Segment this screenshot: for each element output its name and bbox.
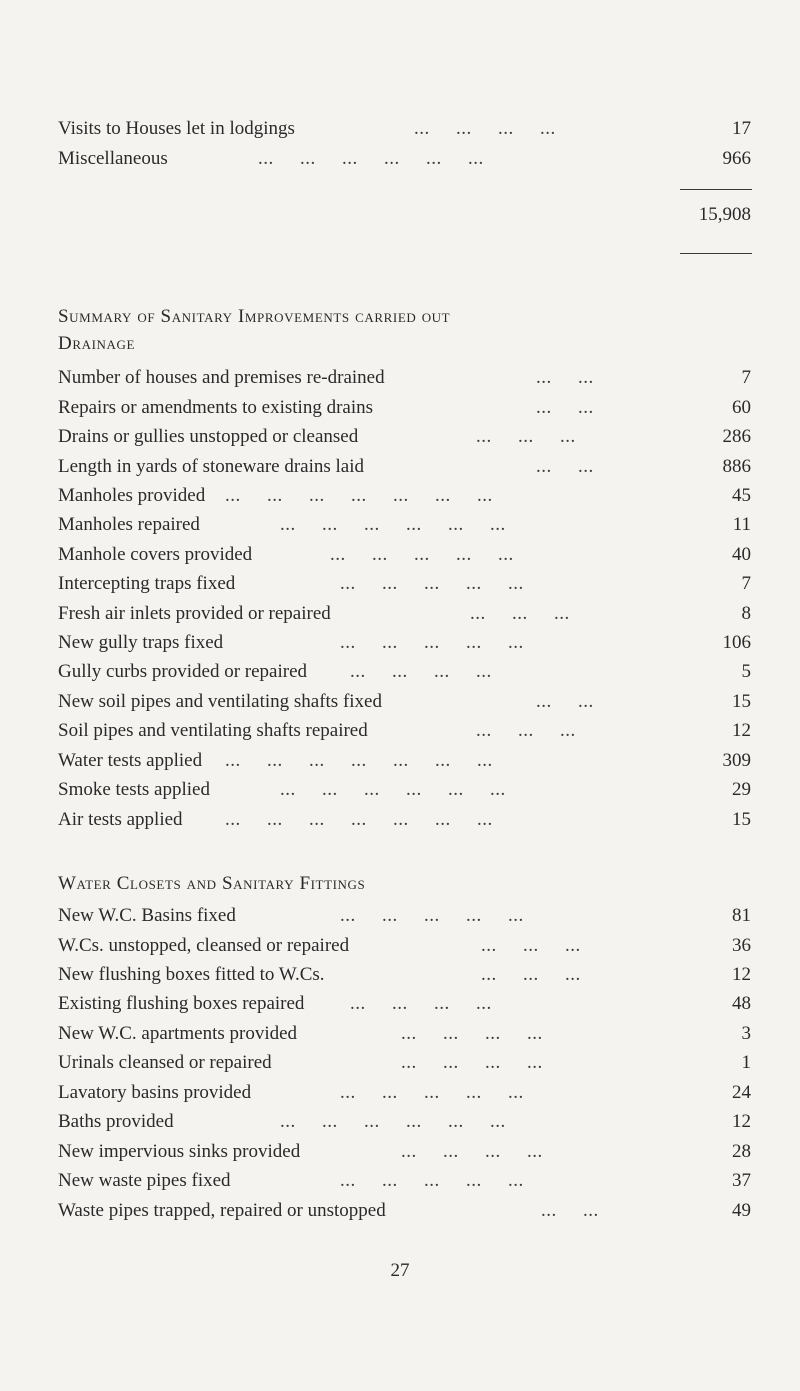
row-label: New waste pipes fixed — [58, 1170, 231, 1191]
row-label: W.Cs. unstopped, cleansed or repaired — [58, 935, 350, 956]
row-value: 60 — [732, 397, 751, 418]
row-label: Waste pipes trapped, repaired or unstopped — [58, 1200, 386, 1221]
leader-dots: ... ... — [536, 367, 594, 388]
leader-dots: ... ... ... ... ... ... — [258, 148, 484, 169]
row-value: 15 — [732, 691, 751, 712]
list-item — [58, 1137, 751, 1167]
page-number: 27 — [390, 1260, 410, 1281]
row-label: Manholes provided — [58, 485, 206, 506]
row-label: Soil pipes and ventilating shafts repaired — [58, 720, 368, 741]
row-value: 12 — [732, 720, 751, 741]
row-value: 8 — [741, 603, 751, 624]
list-item — [58, 114, 751, 144]
row-label: Existing flushing boxes repaired — [58, 993, 305, 1014]
list-item — [58, 989, 751, 1019]
row-value: 45 — [732, 485, 751, 506]
leader-dots: ... ... ... ... ... — [340, 573, 524, 594]
row-value: 1 — [741, 1052, 751, 1073]
row-value: 3 — [741, 1023, 751, 1044]
list-item — [58, 1048, 751, 1078]
list-item — [58, 510, 751, 540]
row-value: 11 — [732, 514, 751, 535]
row-label: Smoke tests applied — [58, 779, 210, 800]
row-value: 286 — [722, 426, 751, 447]
row-value: 29 — [732, 779, 751, 800]
row-label: Visits to Houses let in lodgings — [58, 118, 295, 139]
row-label: Lavatory basins provided — [58, 1082, 252, 1103]
list-item — [58, 1196, 751, 1226]
leader-dots: ... ... ... — [481, 935, 581, 956]
list-item — [58, 931, 751, 961]
leader-dots: ... ... ... ... ... — [340, 905, 524, 926]
summary-heading: Summary of Sanitary Improvements carried out — [58, 306, 451, 327]
row-label: Manhole covers provided — [58, 544, 253, 565]
leader-dots: ... ... — [536, 456, 594, 477]
list-item — [58, 901, 751, 931]
leader-dots: ... ... ... — [476, 426, 576, 447]
list-item — [58, 716, 751, 746]
list-item — [58, 775, 751, 805]
leader-dots: ... ... ... — [476, 720, 576, 741]
row-value: 15 — [732, 809, 751, 830]
leader-dots: ... ... ... ... — [350, 661, 492, 682]
row-value: 81 — [732, 905, 751, 926]
row-value: 24 — [732, 1082, 751, 1103]
leader-dots: ... ... ... — [470, 603, 570, 624]
list-item — [58, 393, 751, 423]
row-value: 309 — [722, 750, 751, 771]
list-item — [58, 1107, 751, 1137]
row-value: 966 — [722, 148, 751, 169]
list-item — [58, 363, 751, 393]
list-item — [58, 657, 751, 687]
row-label: Intercepting traps fixed — [58, 573, 236, 594]
list-item — [58, 960, 751, 990]
row-value: 49 — [732, 1200, 751, 1221]
row-value: 48 — [732, 993, 751, 1014]
row-label: Gully curbs provided or repaired — [58, 661, 308, 682]
leader-dots: ... ... ... — [481, 964, 581, 985]
row-value: 12 — [732, 964, 751, 985]
leader-dots: ... ... ... ... ... ... — [280, 779, 506, 800]
list-item — [58, 422, 751, 452]
row-value: 28 — [732, 1141, 751, 1162]
row-label: Length in yards of stoneware drains laid — [58, 456, 365, 477]
row-value: 37 — [732, 1170, 751, 1191]
row-value: 7 — [741, 573, 751, 594]
row-label: New W.C. Basins fixed — [58, 905, 236, 926]
row-label: Water tests applied — [58, 750, 203, 771]
list-item — [58, 1078, 751, 1108]
row-value: 106 — [722, 632, 751, 653]
leader-dots: ... ... ... ... — [401, 1141, 543, 1162]
leader-dots: ... ... ... ... — [414, 118, 556, 139]
list-item — [58, 1166, 751, 1196]
leader-dots: ... ... — [541, 1200, 599, 1221]
row-value: 36 — [732, 935, 751, 956]
row-label: Repairs or amendments to existing drains — [58, 397, 374, 418]
row-label: New impervious sinks provided — [58, 1141, 301, 1162]
total-rule-bottom — [680, 253, 752, 254]
leader-dots: ... ... — [536, 691, 594, 712]
row-label: New W.C. apartments provided — [58, 1023, 298, 1044]
row-value: 7 — [741, 367, 751, 388]
list-item — [58, 1019, 751, 1049]
row-label: New flushing boxes fitted to W.Cs. — [58, 964, 325, 985]
row-label: New soil pipes and ventilating shafts fixed — [58, 691, 382, 712]
leader-dots: ... ... ... ... ... ... ... — [225, 809, 493, 830]
leader-dots: ... ... ... ... ... ... ... — [225, 485, 493, 506]
leader-dots: ... ... ... ... ... — [330, 544, 514, 565]
row-label: Urinals cleansed or repaired — [58, 1052, 272, 1073]
section-heading-water-closets: Water Closets and Sanitary Fittings — [58, 873, 366, 894]
list-item — [58, 599, 751, 629]
leader-dots: ... ... ... ... — [401, 1052, 543, 1073]
total-rule-top — [680, 189, 752, 190]
row-label: Number of houses and premises re-drained — [58, 367, 385, 388]
row-label: Miscellaneous — [58, 148, 168, 169]
list-item — [58, 452, 751, 482]
list-item — [58, 144, 751, 174]
leader-dots: ... ... ... ... ... — [340, 1082, 524, 1103]
row-value: 5 — [741, 661, 751, 682]
leader-dots: ... ... ... ... ... — [340, 1170, 524, 1191]
row-label: Drains or gullies unstopped or cleansed — [58, 426, 359, 447]
list-item — [58, 540, 751, 570]
row-value: 12 — [732, 1111, 751, 1132]
list-item — [58, 746, 751, 776]
list-item — [58, 481, 751, 511]
row-label: Fresh air inlets provided or repaired — [58, 603, 331, 624]
row-value: 886 — [722, 456, 751, 477]
row-label: New gully traps fixed — [58, 632, 224, 653]
leader-dots: ... ... ... ... — [350, 993, 492, 1014]
leader-dots: ... ... ... ... ... ... ... — [225, 750, 493, 771]
list-item — [58, 628, 751, 658]
row-value: 17 — [732, 118, 751, 139]
row-label: Air tests applied — [58, 809, 183, 830]
row-label: Baths provided — [58, 1111, 174, 1132]
leader-dots: ... ... ... ... ... — [340, 632, 524, 653]
row-label: Manholes repaired — [58, 514, 200, 535]
leader-dots: ... ... ... ... ... ... — [280, 1111, 506, 1132]
list-item — [58, 687, 751, 717]
leader-dots: ... ... ... ... ... ... — [280, 514, 506, 535]
list-item — [58, 569, 751, 599]
leader-dots: ... ... ... ... — [401, 1023, 543, 1044]
total-value: 15,908 — [698, 204, 751, 225]
leader-dots: ... ... — [536, 397, 594, 418]
row-value: 40 — [732, 544, 751, 565]
section-heading-drainage: Drainage — [58, 333, 136, 354]
list-item — [58, 805, 751, 835]
